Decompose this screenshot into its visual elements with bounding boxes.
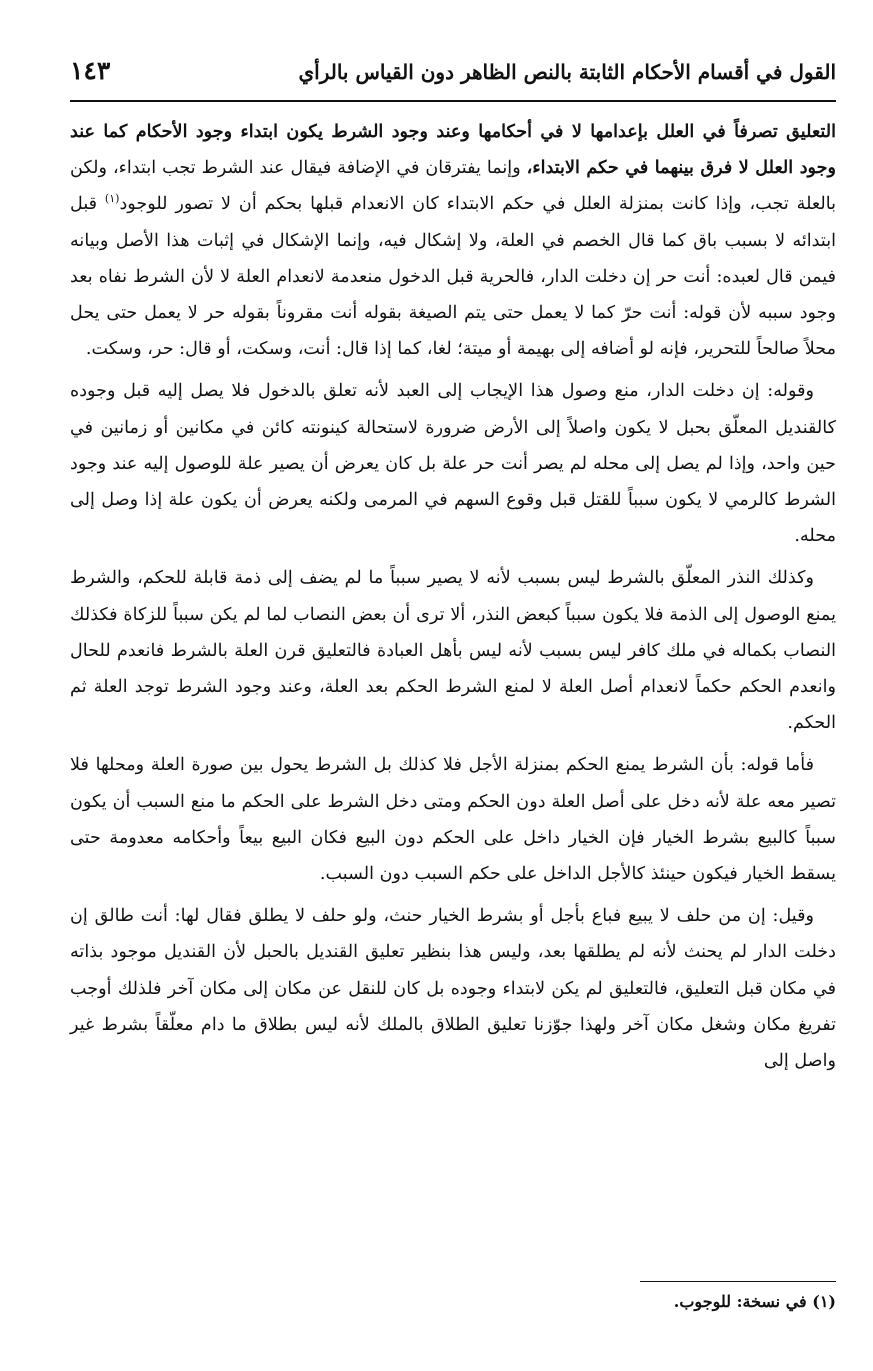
footnote-reference: (١) — [104, 192, 120, 206]
bold-text-run: التعليق تصرفاً في العلل بإعدامها لا في أحكامها وعند وجود الشرط يكون ابتداء وجود الأحكام كما عند وجود العلل لا فرق بينهما في حكم الابتداء، — [70, 121, 836, 179]
document-page — [70, 56, 836, 1346]
main-text — [70, 114, 836, 1079]
running-header — [70, 56, 836, 98]
paragraph-text: وإنما يفترقان في الإضافة فيقال عند الشرط تجب ابتداء، ولكن بالعلة تجب، وإذا كانت بمنزلة العلل في حكم الابتداء كان الانعدام قبلها بحكم أن لا تصور للوجود — [70, 158, 836, 215]
paragraph-text: قبل ابتدائه لا بسبب باق كما قال الخصم في العلة، ولا إشكال فيه، وإنما الإشكال في إثبات هذا الأصل وبيانه فيمن قال لعبده: أنت حر إن دخلت الدار، فالحرية قبل الدخول منعدمة لانعدام العلة لا لأن الشرط نفاه بعد وجود سببه لأن قوله: أنت حرّ كما لا يعمل حتى يتم الصيغة بقوله أنت مقروناً بقوله حر لا يعمل حتى يحل محلاً صالحاً للتحرير، فإنه لو أضافه إلى بهيمة أو ميتة؛ لغا، كما إذا قال: أنت، وسكت، أو قال: حر، وسكت. — [70, 194, 836, 360]
paragraph-4: فأما قوله: بأن الشرط يمنع الحكم بمنزلة الأجل فلا كذلك بل الشرط يحول بين صورة العلة ومحلها فلا تصير معه علة لأنه دخل على أصل العلة دون الحكم ومتى دخل الشرط على الحكم ما منع السبب أن يكون سبباً كالبيع بشرط الخيار فإن الخيار داخل على الحكم دون البيع فكان البيع بيعاً وأحكامه معدومة حتى يسقط الخيار فيكون حينئذ كالأجل الداخل على حكم السبب دون السبب. — [70, 755, 836, 885]
paragraph-3: وكذلك النذر المعلّق بالشرط ليس بسبب لأنه لا يصير سبباً ما لم يضف إلى ذمة قابلة للحكم، والشرط يمنع الوصول إلى الذمة فلا يكون سبباً كبعض النذر، ألا ترى أن بعض النصاب لما لم يكن سبباً للزكاة فكذلك النصاب بكماله في ملك كافر ليس بسبب لأنه ليس بأهل العبادة فالتعليق قرن العلة بالشرط فانعدم للحال وانعدم الحكم حكماً لانعدام أصل العلة لا لمنع الشرط الحكم بعد العلة، وعند وجود الشرط توجد العلة ثم الحكم. — [70, 568, 836, 734]
page-number: ١٤٣ — [70, 56, 111, 85]
footnote: (١) في نسخة: للوجوب. — [673, 1292, 836, 1311]
header-title: القول في أقسام الأحكام الثابتة بالنص الظاهر دون القياس بالرأي — [298, 60, 836, 84]
footnote-rule — [640, 1281, 836, 1282]
header-rule — [70, 100, 836, 102]
paragraph-2: وقوله: إن دخلت الدار، منع وصول هذا الإيجاب إلى العبد لأنه تعلق بالدخول فلا يصل إليه قبل وجوده كالقنديل المعلّق بحبل لا يكون واصلاً إلى الأرض ضرورة لاستحالة كينونته كائن في مكانين أو زمانين في حين واحد، وإذا لم يصل إلى محله لم يصر أنت حر علة بل كان يعرض أن يصير علة للوصول إليه عند وجود الشرط كالرمي لا يكون سبباً للقتل قبل وقوع السهم في المرمى ولكنه يعرض أن يكون علة إذا وصل إلى محله. — [70, 381, 836, 547]
paragraph-1 — [70, 114, 836, 367]
paragraph-5: وقيل: إن من حلف لا يبيع فباع بأجل أو بشرط الخيار حنث، ولو حلف لا يطلق فقال لها: أنت طالق إن دخلت الدار لم يحنث لأنه لم يطلقها بعد، وليس هذا بنظير تعليق القنديل بالحبل لأن القنديل موجود بذاته في مكان قبل التعليق، فالتعليق لم يكن لابتداء وجوده بل كان للنقل عن مكان إلى مكان آخر فلذلك أوجب تفريغ مكان وشغل مكان آخر ولهذا جوّزنا تعليق الطلاق بالملك لأنه ليس بطلاق ما دام معلّقاً بشرط غير واصل إلى — [70, 906, 836, 1072]
